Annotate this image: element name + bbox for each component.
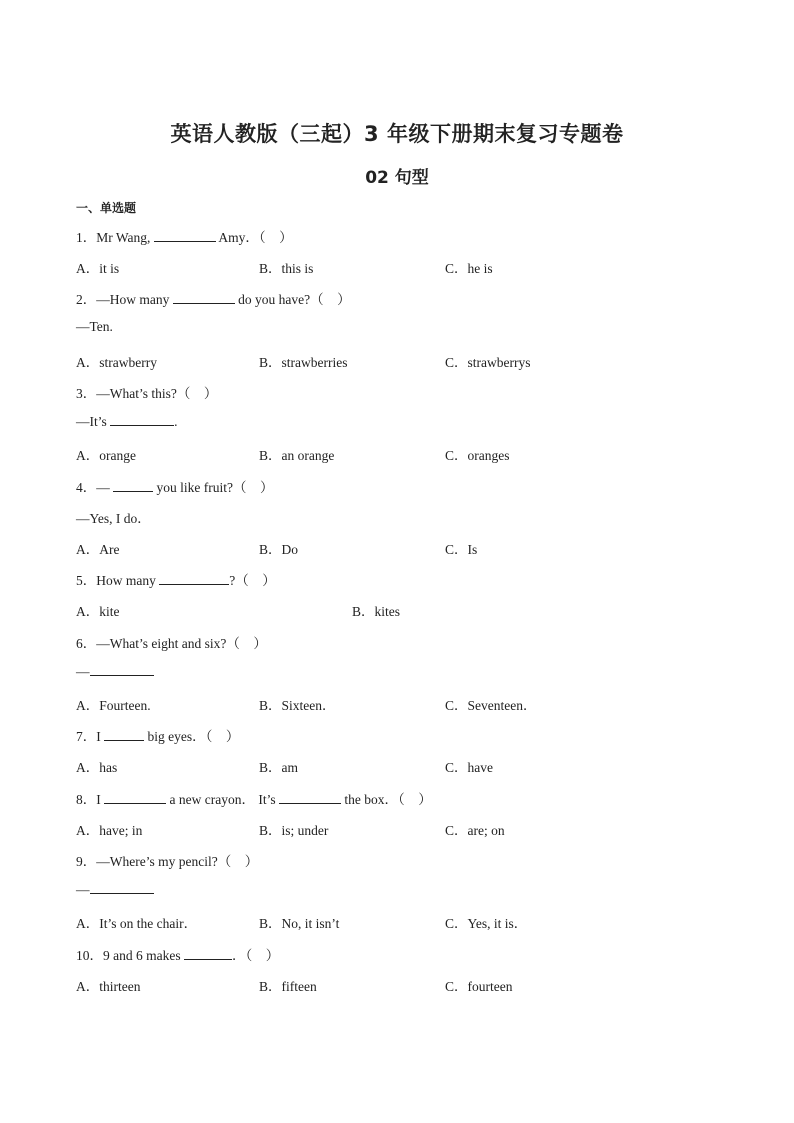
q9-option-b[interactable]: B．No, it isn’t [259, 916, 340, 931]
q3-option-a[interactable]: A．orange [76, 448, 136, 463]
question-2: 2．—How many do you have?（ ） [76, 292, 351, 307]
q5-option-a[interactable]: A．kite [76, 604, 120, 619]
page-subtitle: 02 句型 [365, 168, 429, 188]
q2-option-a[interactable]: A．strawberry [76, 355, 157, 370]
q8-option-c[interactable]: C．are; on [445, 823, 505, 838]
q6-option-c[interactable]: C．Seventeen． [445, 698, 537, 713]
q3-option-c[interactable]: C．oranges [445, 448, 510, 463]
q1-option-c[interactable]: C．he is [445, 261, 493, 276]
answer-blank [104, 728, 144, 741]
answer-blank [173, 291, 235, 304]
q3-option-b[interactable]: B．an orange [259, 448, 335, 463]
q8-option-a[interactable]: A．have; in [76, 823, 143, 838]
q2-option-b[interactable]: B．strawberries [259, 355, 348, 370]
q9-option-c[interactable]: C．Yes, it is． [445, 916, 528, 931]
question-3: 3．—What’s this?（ ） [76, 386, 218, 401]
q7-option-b[interactable]: B．am [259, 760, 298, 775]
q10-option-c[interactable]: C．fourteen [445, 979, 513, 994]
question-3-reply: —It’s . [76, 414, 178, 429]
q1-option-a[interactable]: A．it is [76, 261, 120, 276]
q1-option-b[interactable]: B．this is [259, 261, 314, 276]
question-1: 1．Mr Wang, Amy．（ ） [76, 230, 293, 245]
section-heading: 一、单选题 [76, 201, 137, 215]
question-10: 10．9 and 6 makes ．（ ） [76, 948, 280, 963]
question-9: 9．—Where’s my pencil?（ ） [76, 854, 259, 869]
page-title: 英语人教版（三起）3 年级下册期末复习专题卷 [170, 122, 624, 146]
q4-option-b[interactable]: B．Do [259, 542, 299, 557]
answer-blank [113, 479, 153, 492]
answer-blank [90, 881, 154, 894]
question-9-reply: — [76, 881, 154, 898]
answer-blank [110, 413, 174, 426]
q7-option-a[interactable]: A．has [76, 760, 118, 775]
q5-option-b[interactable]: B．kites [352, 604, 401, 619]
q4-option-c[interactable]: C．Is [445, 542, 478, 557]
q4-option-a[interactable]: A．Are [76, 542, 120, 557]
q6-option-b[interactable]: B．Sixteen． [259, 698, 336, 713]
q10-option-a[interactable]: A．thirteen [76, 979, 141, 994]
q9-option-a[interactable]: A．It’s on the chair． [76, 916, 198, 931]
q6-option-a[interactable]: A．Fourteen. [76, 698, 151, 713]
question-2-reply: —Ten. [76, 319, 113, 334]
answer-blank [154, 229, 216, 242]
question-6-reply: — [76, 663, 154, 680]
answer-blank [279, 791, 341, 804]
q7-option-c[interactable]: C．have [445, 760, 493, 775]
q2-option-c[interactable]: C．strawberrys [445, 355, 531, 370]
q10-option-b[interactable]: B．fifteen [259, 979, 317, 994]
question-5: 5．How many ?（ ） [76, 573, 276, 588]
question-7: 7．I big eyes．（ ） [76, 729, 240, 744]
question-4: 4．— you like fruit?（ ） [76, 480, 274, 495]
answer-blank [184, 947, 232, 960]
answer-blank [104, 791, 166, 804]
q8-option-b[interactable]: B．is; under [259, 823, 329, 838]
answer-blank [90, 663, 154, 676]
question-8: 8．I a new crayon． It’s the box．（ ） [76, 792, 432, 807]
answer-blank [159, 572, 229, 585]
question-4-reply: —Yes, I do． [76, 511, 151, 526]
question-6: 6．—What’s eight and six?（ ） [76, 636, 267, 651]
